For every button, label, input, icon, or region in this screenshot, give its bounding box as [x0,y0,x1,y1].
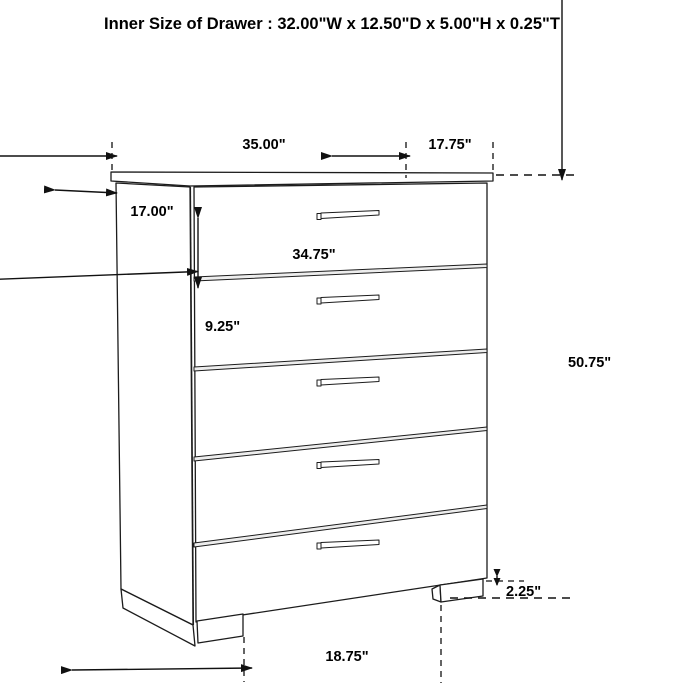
dim-label-front-width: 34.75" [292,247,336,263]
dim-label-drawer-height: 9.25" [205,319,241,335]
dim-label-overall-height: 50.75" [568,355,612,371]
dim-label-top-depth: 17.75" [428,137,472,153]
dim-label-foot-spacing: 18.75" [325,649,369,665]
dim-arrow-foot-spacing [72,668,252,670]
dim-label-foot-height: 2.25" [506,584,542,600]
dim-arrow-side-depth [55,190,117,193]
diagram-title: Inner Size of Drawer : 32.00"W x 12.50"D x 5.00"H x 0.25"T [104,15,560,33]
dim-label-top-width: 35.00" [242,137,286,153]
chest-side-panel [116,183,193,625]
chest-drawing [111,172,493,646]
chest-front-face [194,183,487,622]
dim-label-side-depth: 17.00" [130,204,174,220]
